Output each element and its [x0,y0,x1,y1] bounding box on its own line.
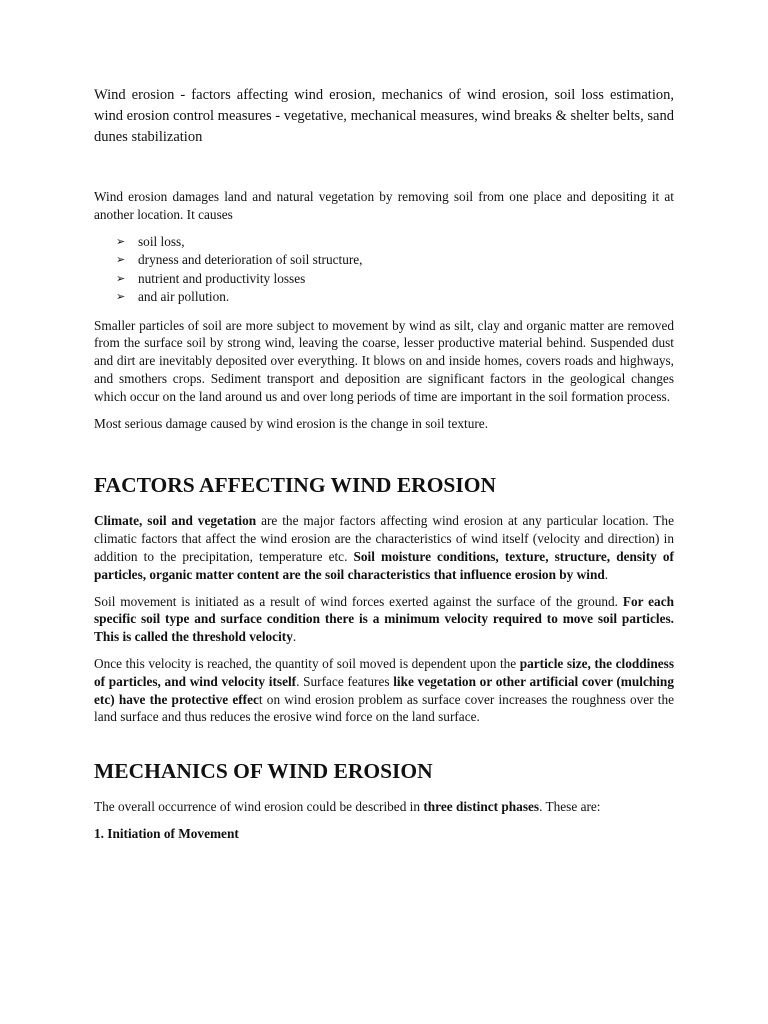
list-item: ➢ and air pollution. [116,288,674,307]
arrow-bullet-icon: ➢ [116,234,126,248]
factors-paragraph-3: Once this velocity is reached, the quantity of soil moved is dependent upon the particle size, the cloddiness of particles, and wind velocity itself. Surface features like vegetation or other artificial cover (mulching etc) have the protective effect on wind erosion problem as surface cover increases the roughness over the land surface and thus reduces the erosive wind force on the land surface. [94,655,675,725]
mechanics-heading: MECHANICS OF WIND EROSION [94,759,433,784]
texture-damage-paragraph: Most serious damage caused by wind erosion is the change in soil texture. [94,415,489,431]
mechanics-paragraph: The overall occurrence of wind erosion could be described in three distinct phases. These are: [94,799,601,815]
particles-paragraph: Smaller particles of soil are more subject to movement by wind as silt, clay and organic matter are removed from the surface soil by strong wind, leaving the coarse, lesser productive material behind. Suspended dust and dirt are inevitably deposited over everything. It blows on and inside homes, covers roads and highways, and smothers crops. Sediment transport and deposition are significant factors in the geological changes which occur on the land around us and over long periods of time are important in the soil formation process. [94,317,674,404]
list-item: ➢ dryness and deterioration of soil structure, [116,251,674,270]
factors-paragraph-2: Soil movement is initiated as a result of wind forces exerted against the surface of the ground. For each specific soil type and surface condition there is a minimum velocity required to move soil particles. This is called the threshold velocity. [94,593,675,645]
causes-list [94,233,674,307]
topic-summary: Wind erosion - factors affecting wind erosion, mechanics of wind erosion, soil loss estimation, wind erosion control measures - vegetative, mechanical measures, wind breaks & shelter belts, sand dunes stabilization [94,87,674,145]
arrow-bullet-icon: ➢ [116,271,126,285]
phase-heading-initiation: 1. Initiation of Movement [94,825,239,841]
factors-paragraph-1: Climate, soil and vegetation are the major factors affecting wind erosion at any particular location. The climatic factors that affect the wind erosion are the characteristics of wind itself (velocity and direction) in addition to the precipitation, temperature etc. Soil moisture conditions, texture, structure, density of particles, organic matter content are the soil characteristics that influence erosion by wind. [94,513,674,582]
arrow-bullet-icon: ➢ [116,253,126,267]
factors-heading: FACTORS AFFECTING WIND EROSION [94,473,497,498]
arrow-bullet-icon: ➢ [116,290,126,304]
list-item: ➢ nutrient and productivity losses [116,270,674,289]
list-item: ➢ soil loss, [116,233,674,252]
intro-paragraph: Wind erosion damages land and natural vegetation by removing soil from one place and depositing it at another location. It causes [94,189,674,222]
